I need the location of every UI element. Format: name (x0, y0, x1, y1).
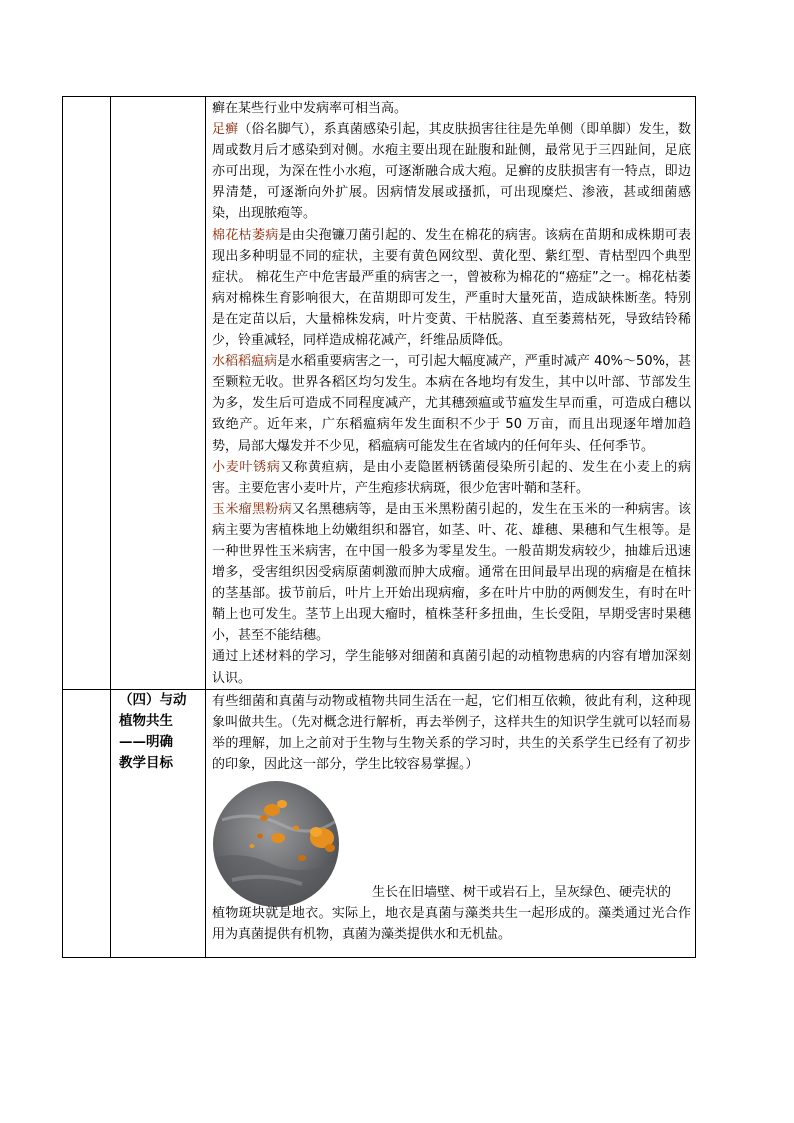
table-row (63, 689, 696, 958)
term-label: 棉花枯萎病 (212, 227, 279, 243)
lichen-paragraph: 植物斑块就是地衣。实际上，地衣是真菌与藻类共生一起形成的。藻类通过光合作用为真菌提供有机物，真菌为藻类提供水和无机盐。 (212, 906, 691, 943)
foot-paragraph (212, 119, 691, 224)
table-cell-empty (111, 97, 206, 690)
paragraph-text: 又称黄疸病，是由小麦隐匿柄锈菌侵染所引起的、发生在小麦上的病害。主要危害小麦叶片，产生疱疹状病斑，很少危害叶鞘和茎秆。 (212, 459, 691, 496)
cotton-paragraph (212, 225, 691, 352)
lichen-caption: 生长在旧墙壁、树干或岩石上，呈灰绿色、硬壳状的 (372, 885, 672, 900)
term-label: 玉米瘤黑粉病 (212, 501, 292, 517)
corn-paragraph (212, 499, 691, 647)
symbiosis-intro: 有些细菌和真菌与动物或植物共同生活在一起，它们相互依赖，彼此有利，这种现象叫做共生。（先对概念进行解析，再去举例子，这样共生的知识学生就可以轻而易举的理解，加上之前对于生物与生物关系的学习时，共生的关系学生已经有了初步的印象，因此这一部分，学生比较容易掌握。） (212, 693, 691, 772)
section-label-cell (111, 689, 206, 958)
rice-paragraph (212, 351, 691, 456)
summary-paragraph: 通过上述材料的学习，学生能够对细菌和真菌引起的动植物患病的内容有增加深刻认识。 (212, 649, 691, 686)
table-cell-empty (63, 689, 111, 958)
term-label: 水稻稻瘟病 (212, 354, 278, 370)
paragraph-text: （俗名脚气），系真菌感染引起，其皮肤损害往往是先单侧（即单脚）发生，数周或数月后才感染到对侧。水疱主要出现在趾腹和趾侧，最常见于三四趾间，足底亦可出现，为深在性小水疱，可逐渐融合成大疱。足癣的皮肤损害有一特点，即边界清楚，可逐渐向外扩展。因病情发展或搔抓，可出现糜烂、渗液，甚或细菌感染，出现脓疱等。 (212, 122, 691, 222)
section-label: （四）与动 植物共生 ——明确 教学目标 (119, 691, 187, 771)
intro-paragraph: 癣在某些行业中发病率可相当高。 (212, 101, 408, 116)
content-cell (206, 689, 696, 958)
paragraph-text: 是水稻重要病害之一，可引起大幅度减产，严重时减产 40%～50%，甚至颗粒无收。世界各稻区均匀发生。本病在各地均有发生，其中以叶部、节部发生为多，发生后可造成不同程度减产，尤其穗颈瘟或节瘟发生早而重，可造成白穗以致绝产。近年来，广东稻瘟病年发生面积不少于 50 万亩，而且出现逐年增加趋势，局部大爆发并不少见，稻瘟病可能发生在省域内的任何年头、任何季节。 (212, 354, 691, 454)
term-label: 小麦叶锈病 (212, 459, 281, 475)
lesson-table (62, 96, 696, 958)
wheat-paragraph (212, 457, 691, 499)
table-row (63, 97, 696, 690)
table-cell-empty (63, 97, 111, 690)
content-cell (206, 97, 696, 690)
paragraph-text: 又名黑穗病等，是由玉米黑粉菌引起的，发生在玉米的一种病害。该病主要为害植株地上幼嫩组织和器官，如茎、叶、花、雄穗、果穗和气生根等。是一种世界性玉米病害，在中国一般多为零星发生。一般苗期发病较少，抽雄后迅速增多，受害组织因受病原菌刺激而肿大成瘤。通常在田间最早出现的病瘤是在植抹的茎基部。拔节前后，叶片上开始出现病瘤，多在叶片中肋的两侧发生，有时在叶鞘上也可发生。茎节上出现大瘤时，植株茎秆多扭曲，生长受阻，早期受害时果穗小，甚至不能结穗。 (212, 501, 691, 644)
term-label: 足癣 (212, 122, 239, 138)
paragraph-text: 是由尖孢镰刀菌引起的、发生在棉花的病害。该病在苗期和成株期可表现出多种明显不同的症状，主要有黄色网纹型、黄化型、紫红型、青枯型四个典型症状。 棉花生产中危害最严重的病害之一，曾被称为棉花的“癌症”之一。棉花枯萎病对棉株生育影响很大，在苗期即可发生，严重时大量死苗，造成缺株断垄。特别是在定苗以后，大量棉株发病，叶片变黄、干枯脱落、直至萎蔫枯死，导致结铃稀少，铃重减轻，同样造成棉花减产，纤维品质降低。 (212, 227, 691, 349)
